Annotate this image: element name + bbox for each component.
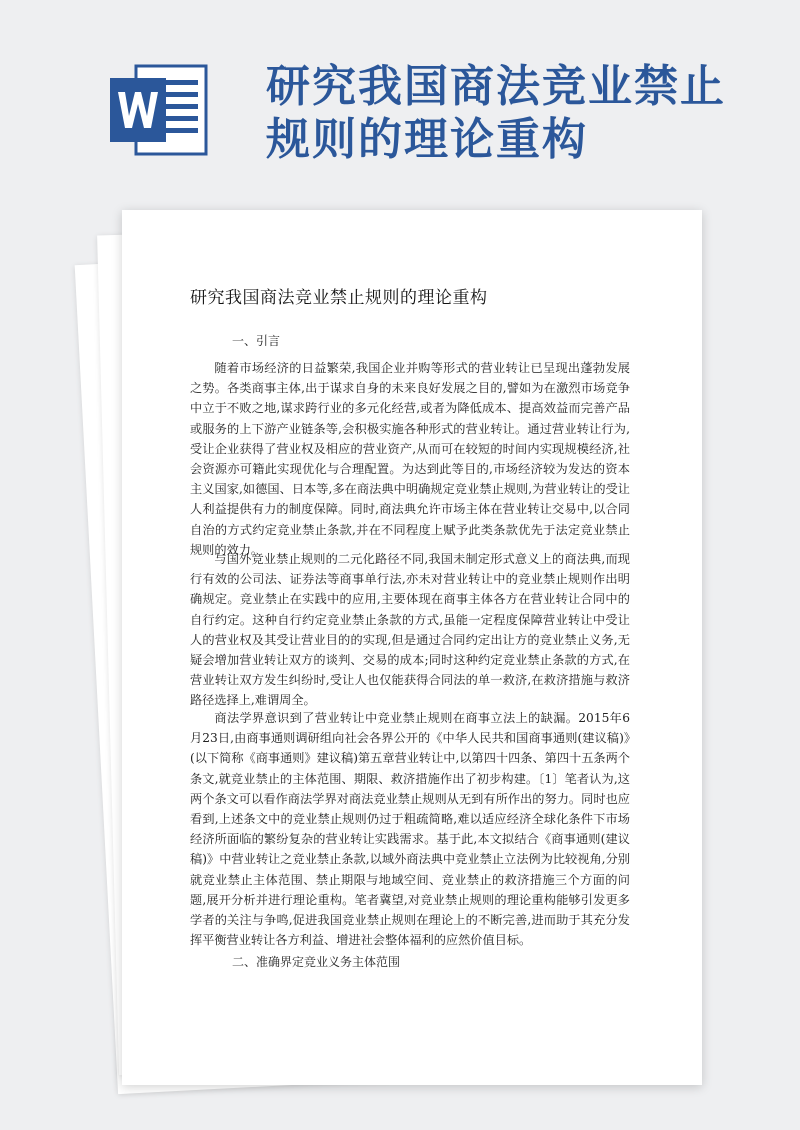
word-document-icon xyxy=(108,60,208,160)
paragraph: 随着市场经济的日益繁荣,我国企业并购等形式的营业转让已呈现出蓬勃发展之势。各类商事主体,出于谋求自身的未来良好发展之目的,譬如为在激烈市场竞争中立于不败之地,谋求跨行业的多元化经营,或者为降低成本、提高效益而完善产品或服务的上下游产业链条等,会积极实施各种形式的营业转让。通过营业转让行为,受让企业获得了营业权及相应的营业资产,从而可在较短的时间内实现规模经济,社会资源亦可籍此实现优化与合理配置。为达到此等目的,市场经济较为发达的资本主义国家,如德国、日本等,多在商法典中明确规定竞业禁止规则,为营业转让的受让人利益提供有力的制度保障。同时,商法典允许市场主体在营业转让交易中,以合同自治的方式约定竞业禁止条款,并在不同程度上赋予此类条款优先于法定竞业禁止规则的效力。 xyxy=(190,361,630,557)
section-heading-scope: 二、准确界定竞业义务主体范围 xyxy=(232,955,401,969)
page-title: 研究我国商法竞业禁止规则的理论重构 xyxy=(266,61,726,165)
paragraph: 商法学界意识到了营业转让中竞业禁止规则在商事立法上的缺漏。2015年6月23日,由商事通则调研组向社会各界公开的《中华人民共和国商事通则(建议稿)》(以下简称《商事通则》建议稿)第五章营业转让中,以第四十四条、第四十五条两个条文,就竞业禁止的主体范围、期限、救济措施作出了初步构建。〔1〕笔者认为,这两个条文可以看作商法学界对商法竞业禁止规则从无到有所作出的努力。同时也应看到,上述条文中的竞业禁止规则仍过于粗疏简略,难以适应经济全球化条件下市场经济所面临的繁纷复杂的营业转让实践需求。基于此,本文拟结合《商事通则(建议稿)》中营业转让之竞业禁止条款,以域外商法典中竞业禁止立法例为比较视角,分别就竞业禁止主体范围、禁止期限与地域空间、竞业禁止的救济措施三个方面的问题,展开分析并进行理论重构。笔者冀望,对竞业禁止规则的理论重构能够引发更多学者的关注与争鸣,促进我国竞业禁止规则在理论上的不断完善,进而助于其充分发挥平衡营业转让各方利益、增进社会整体福利的应然价值目标。 xyxy=(190,711,630,948)
section-heading-intro: 一、引言 xyxy=(232,334,281,348)
paragraph: 与国外竞业禁止规则的二元化路径不同,我国未制定形式意义上的商法典,而现行有效的公司法、证券法等商事单行法,亦未对营业转让中的竞业禁止规则作出明确规定。竞业禁止在实践中的应用,主要体现在商事主体各方在营业转让合同中的自行约定。这种自行约定竞业禁止条款的方式,虽能一定程度保障营业转让中受让人的营业权及其受让营业目的的实现,但是通过合同约定出让方的竞业禁止义务,无疑会增加营业转让双方的谈判、交易的成本;同时这种约定竞业禁止条款的方式,在营业转让双方发生纠纷时,受让人也仅能获得合同法的单一救济,在救济措施与救济路径选择上,难谓周全。 xyxy=(190,552,630,708)
document-title: 研究我国商法竞业禁止规则的理论重构 xyxy=(190,288,488,308)
